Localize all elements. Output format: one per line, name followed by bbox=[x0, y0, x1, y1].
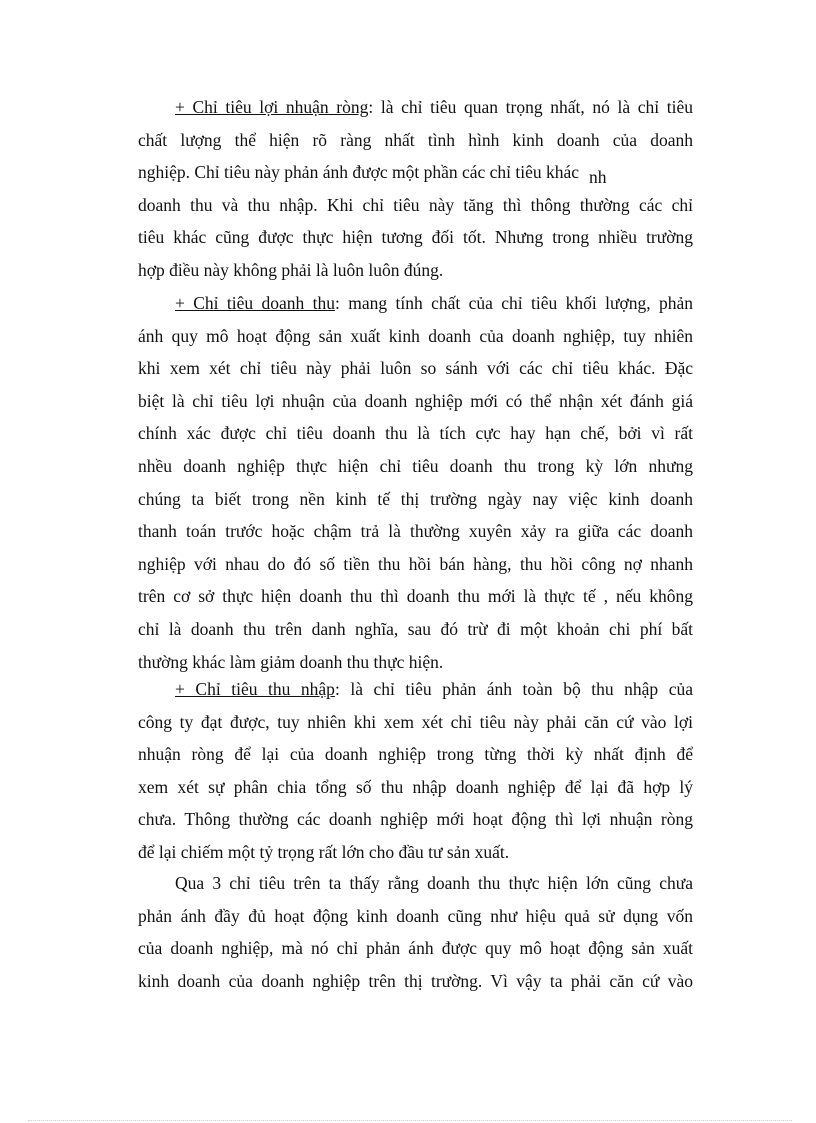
text-line: thanh toán trước hoặc chậm trả là thường xuyên xảy ra giữa các doanh bbox=[138, 521, 693, 542]
heading-net-profit: + Chỉ tiêu lợi nhuận ròng bbox=[175, 97, 369, 117]
text-line: nhều doanh nghiệp thực hiện chỉ tiêu doanh thu trong kỳ lớn nhưng bbox=[138, 455, 693, 476]
text-line bbox=[138, 91, 693, 124]
text-line: chỉ là doanh thu trên danh nghĩa, sau đó trừ đi một khoản chi phí bất bbox=[138, 618, 693, 639]
text-line: xem xét sự phân chia tổng số thu nhập doanh nghiệp để lại đã hợp lý bbox=[138, 776, 693, 797]
text-line: trên cơ sở thực hiện doanh thu thì doanh thu mới là thực tế , nếu không bbox=[138, 586, 693, 607]
heading-income: + Chỉ tiêu thu nhập bbox=[175, 679, 335, 699]
line-text: : là chỉ tiêu quan trọng nhất, nó là chỉ tiêu bbox=[368, 97, 694, 117]
paragraph-income bbox=[138, 673, 693, 869]
text-line bbox=[138, 673, 693, 706]
text-line: nghiệp với nhau do đó số tiền thu hồi bán hàng, thu hồi công nợ nhanh bbox=[138, 553, 693, 574]
text-line: của doanh nghiệp, mà nó chỉ phản ánh được quy mô hoạt động sản xuất bbox=[138, 938, 693, 959]
text-line: chính xác được chỉ tiêu doanh thu là tích cực hay hạn chế, bởi vì rất bbox=[138, 423, 693, 444]
text-line: để lại chiếm một tỷ trọng rất lớn cho đầu tư sản xuất. bbox=[138, 841, 510, 862]
text-line: Qua 3 chỉ tiêu trên ta thấy rằng doanh thu thực hiện lớn cũng chưa bbox=[175, 873, 693, 893]
paragraph-conclusion bbox=[138, 867, 693, 997]
heading-revenue: + Chỉ tiêu doanh thu bbox=[175, 293, 336, 313]
paragraph-net-profit bbox=[138, 91, 693, 287]
text-line: biệt là chỉ tiêu lợi nhuận của doanh nghiệp mới có thể nhận xét đánh giá bbox=[138, 390, 693, 411]
text-line bbox=[138, 287, 693, 320]
stray-fragment: nh bbox=[589, 167, 607, 188]
text-line: nhuận ròng để lại của doanh nghiệp trong từng thời kỳ nhất định để bbox=[138, 744, 693, 765]
text-line: thường khác làm giảm doanh thu thực hiện. bbox=[138, 651, 444, 672]
page-bottom-divider bbox=[28, 1120, 792, 1121]
line-text: : là chỉ tiêu phản ánh toàn bộ thu nhập của bbox=[334, 679, 693, 699]
text-line bbox=[138, 156, 693, 189]
paragraph-revenue bbox=[138, 287, 693, 678]
text-line: phản ánh đầy đủ hoạt động kinh doanh cũng như hiệu quả sử dụng vốn bbox=[138, 905, 693, 926]
text-line: chất lượng thể hiện rõ ràng nhất tình hình kinh doanh của doanh bbox=[138, 129, 693, 150]
text-line: hợp điều này không phải là luôn luôn đúng. bbox=[138, 259, 444, 280]
text-line: công ty đạt được, tuy nhiên khi xem xét chỉ tiêu này phải căn cứ vào lợi bbox=[138, 711, 693, 732]
text-line: tiêu khác cũng được thực hiện tương đối tốt. Nhưng trong nhiều trường bbox=[138, 227, 693, 248]
text-line: chưa. Thông thường các doanh nghiệp mới hoạt động thì lợi nhuận ròng bbox=[138, 809, 693, 830]
line-text: nghiệp. Chỉ tiêu này phản ánh được một phần các chỉ tiêu khác bbox=[138, 162, 580, 183]
text-line: khi xem xét chỉ tiêu này phải luôn so sánh với các chỉ tiêu khác. Đặc bbox=[138, 358, 693, 379]
text-line: chúng ta biết trong nền kinh tế thị trường ngày nay việc kinh doanh bbox=[138, 488, 693, 509]
text-line: kinh doanh của doanh nghiệp trên thị trường. Vì vậy ta phải căn cứ vào bbox=[138, 970, 693, 991]
line-text: : mang tính chất của chỉ tiêu khối lượng, phản bbox=[335, 293, 693, 313]
text-line: ánh quy mô hoạt động sản xuất kinh doanh của doanh nghiệp, tuy nhiên bbox=[138, 325, 693, 346]
text-line: doanh thu và thu nhập. Khi chỉ tiêu này tăng thì thông thường các chỉ bbox=[138, 194, 693, 215]
